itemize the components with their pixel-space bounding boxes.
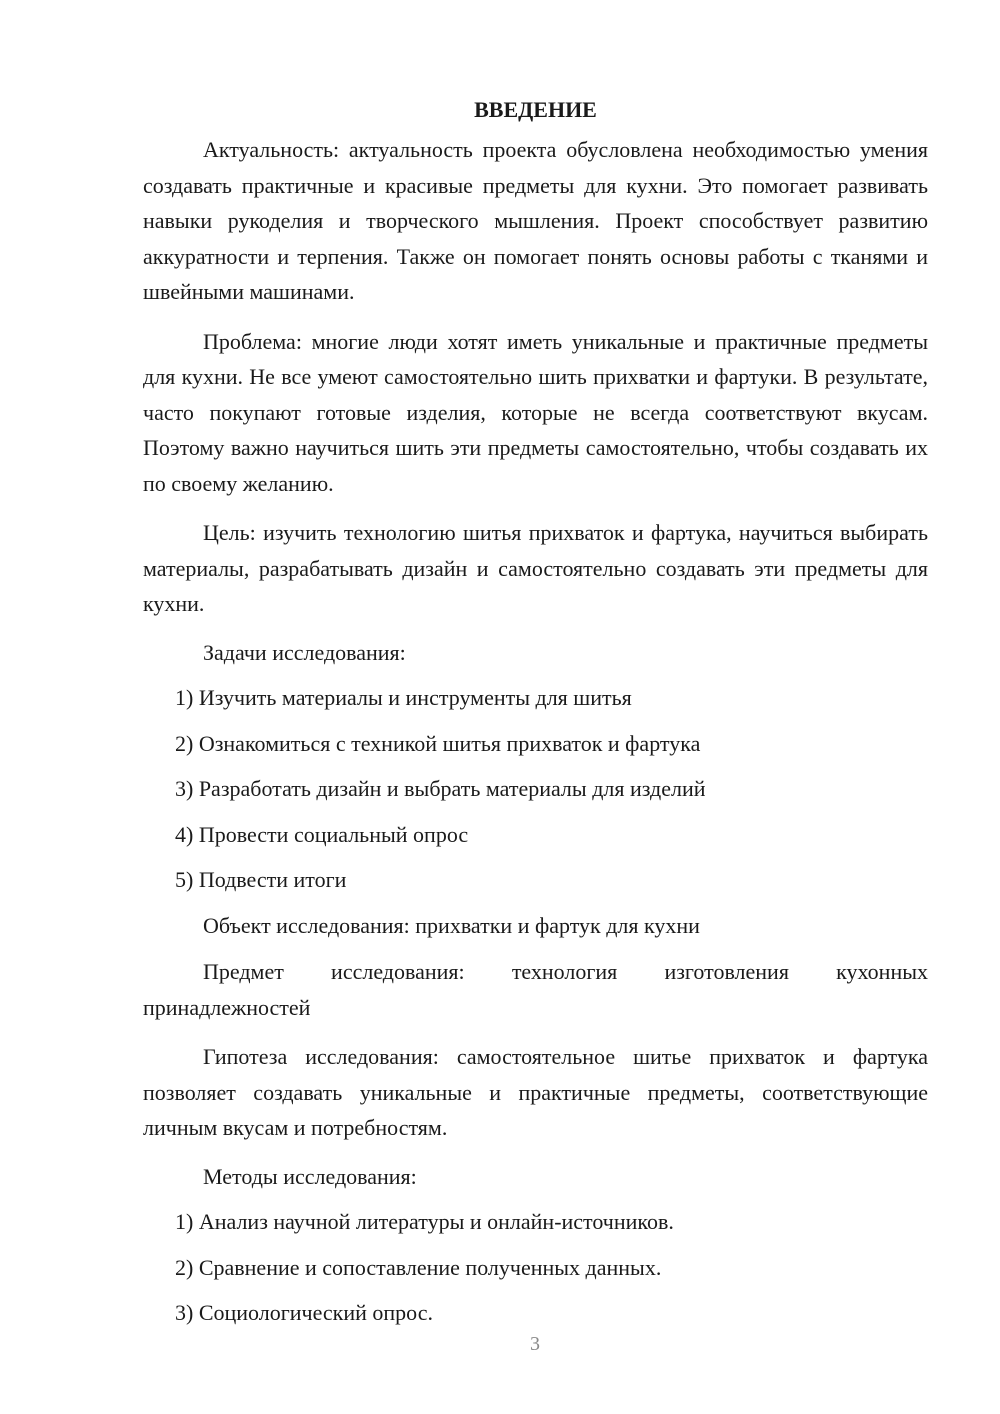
page-number: 3 — [530, 1333, 540, 1355]
methods-heading: Методы исследования: — [203, 1163, 417, 1189]
task-item: 2) Ознакомиться с техникой шитья прихваток и фартука — [175, 730, 701, 756]
task-item: 5) Подвести итоги — [175, 867, 347, 892]
task-item: 3) Разработать дизайн и выбрать материалы для изделий — [175, 776, 706, 801]
method-item: 3) Социологический опрос. — [175, 1300, 433, 1325]
hypothesis-paragraph: Гипотеза исследования: самостоятельное шитье прихваток и фартука позволяет создавать уникальные и практичные предметы, соответствующие личным вкусам и потребностям. — [143, 1044, 928, 1140]
goal-paragraph: Цель: изучить технологию шитья прихваток и фартука, научиться выбирать материалы, разрабатывать дизайн и самостоятельно создавать эти предметы для кухни. — [143, 520, 928, 616]
page-title: ВВЕДЕНИЕ — [474, 97, 597, 122]
document-page — [143, 92, 928, 1342]
relevance-paragraph: Актуальность: актуальность проекта обусловлена необходимостью умения создавать практичные и красивые предметы для кухни. Это помогает развивать навыки рукоделия и творческого мышления. Проект способствует развитию аккуратности и терпения. Также он помогает понять основы работы с тканями и швейными машинами. — [143, 137, 928, 304]
subject-paragraph: Предмет исследования: технология изготовления кухонных принадлежностей — [143, 959, 928, 1020]
method-item: 1) Анализ научной литературы и онлайн-источников. — [175, 1209, 674, 1234]
task-item: 1) Изучить материалы и инструменты для шитья — [175, 685, 632, 710]
task-item: 4) Провести социальный опрос — [175, 821, 469, 847]
tasks-heading: Задачи исследования: — [203, 639, 406, 665]
method-item: 2) Сравнение и сопоставление полученных данных. — [175, 1254, 662, 1280]
object-statement: Объект исследования: прихватки и фартук для кухни — [203, 912, 700, 938]
problem-paragraph: Проблема: многие люди хотят иметь уникальные и практичные предметы для кухни. Не все умеют самостоятельно шить прихватки и фартуки. В результате, часто покупают готовые изделия, которые не всегда соответствуют вкусам. Поэтому важно научиться шить эти предметы самостоятельно, чтобы создавать их по своему желанию. — [143, 328, 928, 496]
